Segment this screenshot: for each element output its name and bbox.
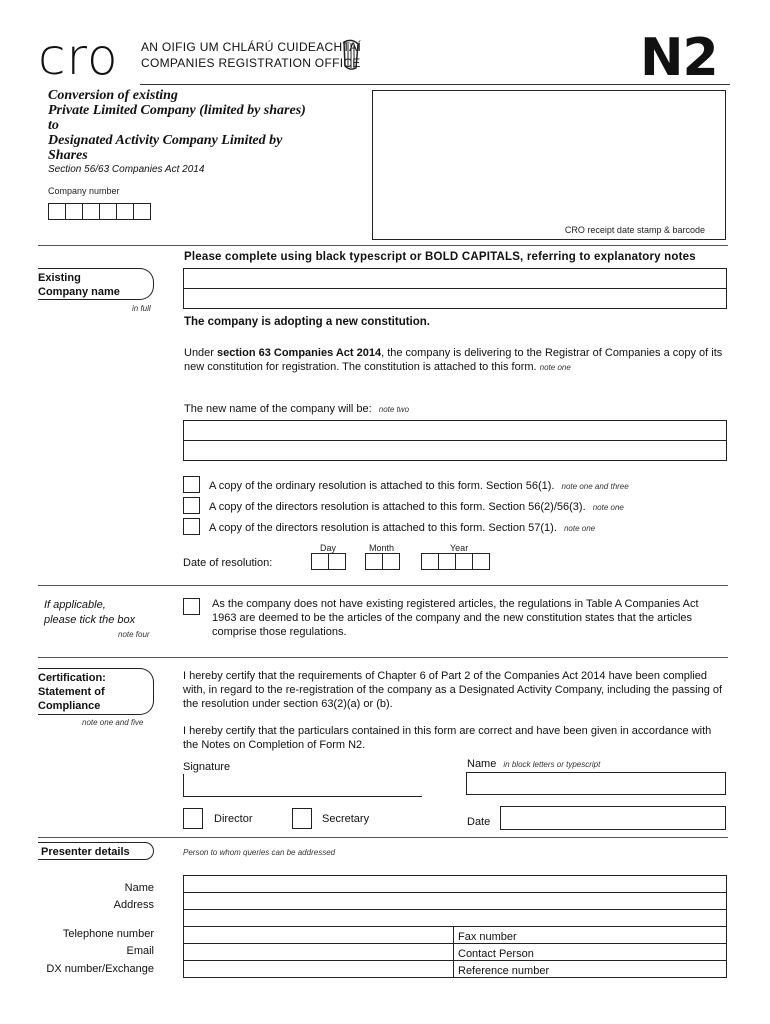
resolution-note: note one xyxy=(592,503,624,512)
date-of-resolution-label: Date of resolution: xyxy=(183,557,273,569)
presenter-address-input-2[interactable] xyxy=(183,909,727,927)
tab-line: Certification: xyxy=(38,672,106,684)
date-label: Date xyxy=(467,816,491,828)
receipt-stamp-area xyxy=(372,90,726,240)
resolution-item xyxy=(209,479,629,494)
new-name-label-text: The new name of the company will be: xyxy=(184,403,372,415)
month-input[interactable] xyxy=(365,553,399,570)
certification-paragraph-2: I hereby certify that the particulars contained in this form are correct and have been given in accordance with the Notes on Completion of Form N2. xyxy=(183,725,712,751)
director-label: Director xyxy=(214,813,253,825)
receipt-label: CRO receipt date stamp & barcode xyxy=(564,225,705,235)
directors-resolution-57-checkbox[interactable] xyxy=(183,518,200,535)
presenter-contact-input[interactable] xyxy=(453,943,727,961)
date-input[interactable] xyxy=(500,806,726,830)
existing-name-input-2[interactable] xyxy=(183,288,727,309)
presenter-telephone-label: Telephone number xyxy=(62,928,154,940)
under-section-paragraph xyxy=(184,346,724,375)
divider xyxy=(38,245,728,246)
presenter-address-input-1[interactable] xyxy=(183,892,727,910)
divider xyxy=(38,657,728,658)
title-line: Private Limited Company (limited by shares) xyxy=(48,103,306,118)
title-line: Designated Activity Company Limited by xyxy=(48,133,283,148)
certification-note: note one and five xyxy=(82,718,144,727)
presenter-reference-input[interactable] xyxy=(453,960,727,978)
year-input[interactable] xyxy=(421,553,489,570)
name-note: in block letters or typescript xyxy=(503,760,601,769)
title-line: to xyxy=(48,118,59,133)
company-number-label: Company number xyxy=(48,186,120,196)
year-label: Year xyxy=(450,543,469,553)
if-applicable-line: please tick the box xyxy=(44,614,136,626)
resolution-note: note one xyxy=(563,524,596,533)
presenter-dx-input[interactable] xyxy=(183,960,454,978)
resolution-text: A copy of the ordinary resolution is attached to this form. Section 56(1). xyxy=(209,480,555,492)
resolution-item xyxy=(209,500,624,515)
title-line: Conversion of existing xyxy=(48,88,178,103)
under-bold: section 63 Companies Act 2014 xyxy=(217,347,382,359)
section-reference: Section 56/63 Companies Act 2014 xyxy=(48,164,205,175)
office-name-irish: AN OIFIG UM CHLÁRÚ CUIDEACHTAÍ xyxy=(141,40,362,54)
table-a-text: As the company does not have existing registered articles, the regulations in Table A Companies Act 1963 are deemed to be the articles of the company and the new constitution states that the articles comprise those regulations. xyxy=(212,598,699,638)
office-name-english: COMPANIES REGISTRATION OFFICE xyxy=(141,56,361,70)
adopting-statement: The company is adopting a new constitution. xyxy=(184,316,430,328)
presenter-email-label: Email xyxy=(126,945,154,957)
header-rule xyxy=(140,84,730,85)
day-input[interactable] xyxy=(311,553,345,570)
ordinary-resolution-checkbox[interactable] xyxy=(183,476,200,493)
signature-field[interactable] xyxy=(183,774,422,797)
tab-line: Existing xyxy=(38,272,81,284)
tab-line: Statement of xyxy=(38,686,105,698)
form-code: N2 xyxy=(640,28,718,88)
existing-name-input-1[interactable] xyxy=(183,268,727,289)
directors-resolution-56-checkbox[interactable] xyxy=(183,497,200,514)
presenter-dx-label: DX number/Exchange xyxy=(46,963,154,975)
presenter-note: Person to whom queries can be addressed xyxy=(183,848,336,857)
new-name-label xyxy=(184,402,409,417)
signature-label: Signature xyxy=(183,761,231,773)
certification-tab xyxy=(38,668,154,715)
title-line: Shares xyxy=(48,148,88,163)
name-label-text: Name xyxy=(467,758,497,770)
fax-label: Fax number xyxy=(458,931,517,943)
director-checkbox[interactable] xyxy=(183,808,203,829)
certification-paragraph-1: I hereby certify that the requirements of Chapter 6 of Part 2 of the Companies Act 2014 have been complied with, in regard to the re-registration of the company as a Designated Activity Company, including the passing of the resolution under section 63(2)(a) or (b). xyxy=(183,670,723,710)
day-label: Day xyxy=(320,543,337,553)
secretary-checkbox[interactable] xyxy=(292,808,312,829)
name-label xyxy=(467,757,600,772)
contact-label: Contact Person xyxy=(458,948,534,960)
reference-label: Reference number xyxy=(458,965,550,977)
instructions: Please complete using black typescript or BOLD CAPITALS, referring to explanatory notes xyxy=(184,251,696,263)
tab-line: Company name xyxy=(38,286,120,298)
harp-icon xyxy=(340,38,362,77)
if-applicable-label xyxy=(44,598,135,628)
cro-logo: cro xyxy=(38,28,119,86)
presenter-name-label: Name xyxy=(124,882,154,894)
resolution-text: A copy of the directors resolution is attached to this form. Section 56(2)/56(3). xyxy=(209,501,586,513)
new-name-note: note two xyxy=(378,405,410,414)
under-prefix: Under xyxy=(184,347,218,359)
name-input[interactable] xyxy=(466,772,726,795)
table-a-checkbox[interactable] xyxy=(183,598,200,615)
month-label: Month xyxy=(369,543,395,553)
new-name-input-2[interactable] xyxy=(183,440,727,461)
secretary-label: Secretary xyxy=(322,813,370,825)
resolution-item xyxy=(209,521,595,536)
presenter-fax-input[interactable] xyxy=(453,926,727,944)
if-applicable-line: If applicable, xyxy=(44,599,106,611)
under-note: note one xyxy=(539,363,571,372)
form-title xyxy=(48,88,358,163)
resolution-note: note one and three xyxy=(561,482,629,491)
new-name-input-1[interactable] xyxy=(183,420,727,441)
divider xyxy=(38,837,728,838)
tab-line: Compliance xyxy=(38,700,101,712)
presenter-address-label: Address xyxy=(113,899,154,911)
presenter-email-input[interactable] xyxy=(183,943,454,961)
resolution-text: A copy of the directors resolution is attached to this form. Section 57(1). xyxy=(209,522,557,534)
divider xyxy=(38,585,728,586)
in-full-note: in full xyxy=(132,304,151,313)
presenter-telephone-input[interactable] xyxy=(183,926,454,944)
existing-name-tab xyxy=(38,268,154,300)
company-number-input[interactable] xyxy=(48,203,150,220)
presenter-tab: Presenter details xyxy=(38,842,154,860)
under-rest: , the company is delivering to the Registrar of Companies a copy of its new constitution for registration. The constitution is attached to this form. xyxy=(184,347,723,373)
note-four: note four xyxy=(118,630,150,639)
presenter-name-input[interactable] xyxy=(183,875,727,893)
